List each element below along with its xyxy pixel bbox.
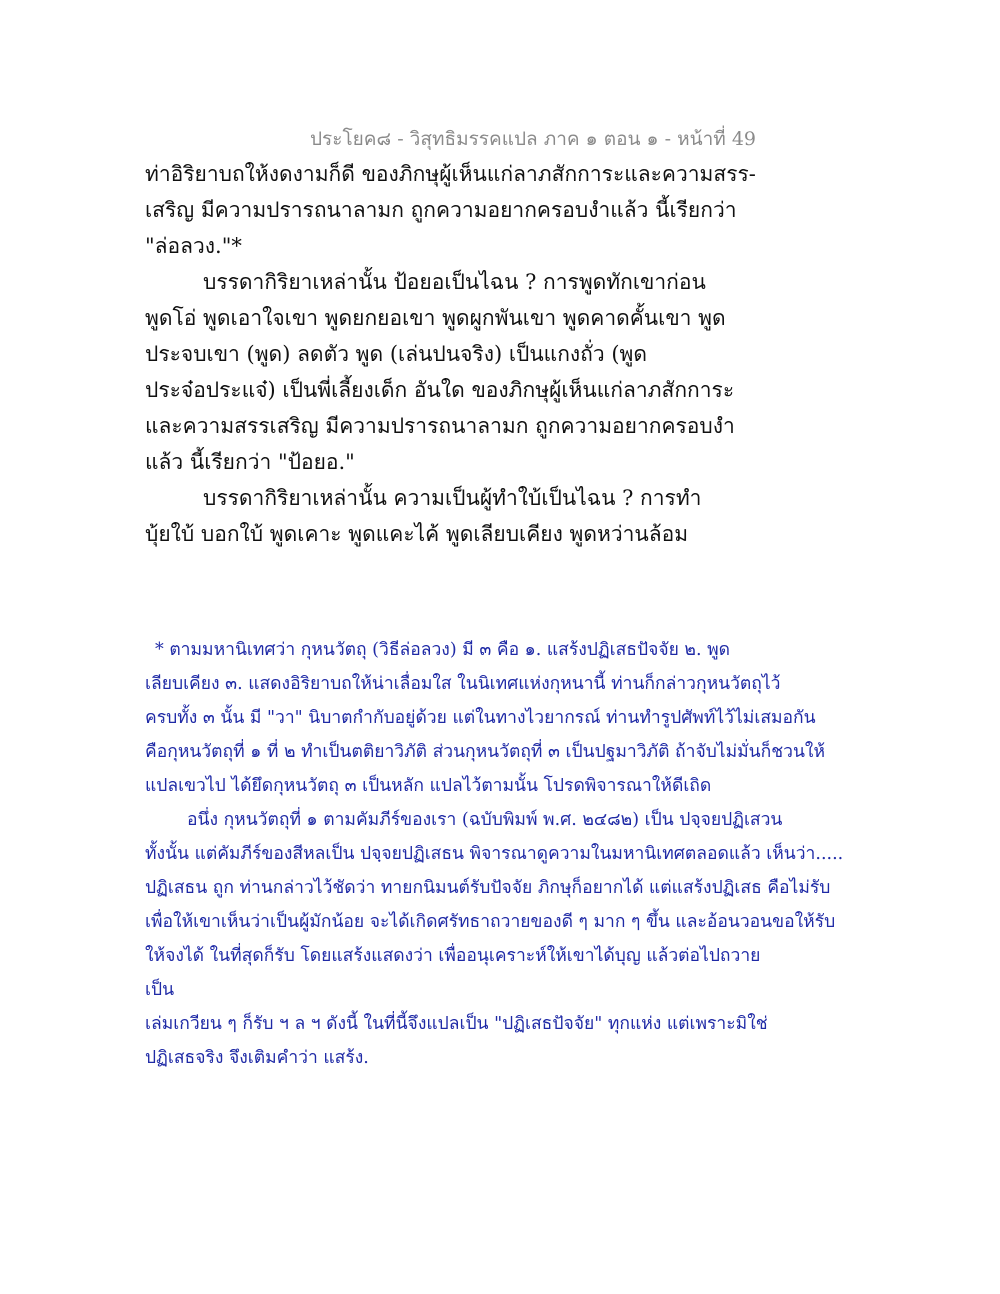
body-line: พูดโอ่ พูดเอาใจเขา พูดยกยอเขา พูดผูกพันเขา พูดคาดคั้นเขา พูด bbox=[145, 306, 726, 330]
body-line: แล้ว นี้เรียกว่า "ป้อยอ." bbox=[145, 450, 355, 474]
footnote-line: อนึ่ง กุหนวัตถุที่ ๑ ตามคัมภีร์ของเรา (ฉบับพิมพ์ พ.ศ. ๒๔๘๒) เป็น ปจฺจยปฏิเสวน bbox=[187, 810, 783, 830]
footnote-line: ครบทั้ง ๓ นั้น มี "วา" นิบาตกำกับอยู่ด้วย แต่ในทางไวยากรณ์ ท่านทำรูปศัพท์ไว้ไม่เสมอกัน bbox=[145, 708, 816, 728]
body-line: ท่าอิริยาบถให้งดงามก็ดี ของภิกษุผู้เห็นแก่ลาภสักการะและความสรร- bbox=[145, 162, 756, 186]
body-line: ประจ๋อประแจ๋) เป็นพี่เลี้ยงเด็ก อันใด ของภิกษุผู้เห็นแก่ลาภสักการะ bbox=[145, 378, 735, 402]
footnote-line: ให้จงได้ ในที่สุดก็รับ โดยแสร้งแสดงว่า เพื่ออนุเคราะห์ให้เขาได้บุญ แล้วต่อไปถวาย bbox=[145, 946, 761, 966]
body-line: และความสรรเสริญ มีความปรารถนาลามก ถูกความอยากครอบงำ bbox=[145, 414, 735, 438]
footnote-line: แปลเขวไป ได้ยึดกุหนวัตถุ ๓ เป็นหลัก แปลไว้ตามนั้น โปรดพิจารณาให้ดีเถิด bbox=[145, 776, 712, 796]
footnote-line: เพื่อให้เขาเห็นว่าเป็นผู้มักน้อย จะได้เกิดศรัทธาถวายของดี ๆ มาก ๆ ขึ้น และอ้อนวอนขอให้รับ bbox=[145, 912, 836, 932]
footnote-line: ปฏิเสธจริง จึงเติมคำว่า แสร้ง. bbox=[145, 1048, 369, 1068]
footnote-line: เลียบเคียง ๓. แสดงอิริยาบถให้น่าเลื่อมใส ในนิเทศแห่งกุหนานี้ ท่านก็กล่าวกุหนวัตถุไว้ bbox=[145, 674, 781, 694]
footnote-line: * ตามมหานิเทศว่า กุหนวัตถุ (วิธีล่อลวง) มี ๓ คือ ๑. แสร้งปฏิเสธปัจจัย ๒. พูด bbox=[155, 640, 730, 660]
footnote-line: ปฏิเสธน ถูก ท่านกล่าวไว้ชัดว่า ทายกนิมนต์รับปัจจัย ภิกษุก็อยากได้ แต่แสร้งปฏิเสธ คือไม่รับ bbox=[145, 878, 831, 898]
footnote-line: คือกุหนวัตถุที่ ๑ ที่ ๒ ทำเป็นตติยาวิภัติ ส่วนกุหนวัตถุที่ ๓ เป็นปฐมาวิภัติ ถ้าจับไม่มั่นก็ชวนให้ bbox=[145, 742, 825, 762]
body-line: ประจบเขา (พูด) ลดตัว พูด (เล่นปนจริง) เป็นแกงถั่ว (พูด bbox=[145, 342, 648, 366]
body-line: บรรดากิริยาเหล่านั้น ป้อยอเป็นไฉน ? การพูดทักเขาก่อน bbox=[203, 270, 706, 294]
footnote-line: ทั้งนั้น แต่คัมภีร์ของสีหลเป็น ปจฺจยปฏิเสธน พิจารณาดูความในมหานิเทศตลอดแล้ว เห็นว่า..... bbox=[145, 844, 844, 864]
page-header: ประโยค๘ - วิสุทธิมรรคแปล ภาค ๑ ตอน ๑ - หน้าที่ 49 bbox=[310, 128, 756, 150]
body-line: เสริญ มีความปรารถนาลามก ถูกความอยากครอบงำแล้ว นี้เรียกว่า bbox=[145, 198, 737, 222]
footnote-line: เล่มเกวียน ๆ ก็รับ ฯ ล ฯ ดังนี้ ในที่นี้จึงแปลเป็น "ปฏิเสธปัจจัย" ทุกแห่ง แต่เพราะมิใช่ bbox=[145, 1014, 768, 1034]
body-line: บุ้ยใบ้ บอกใบ้ พูดเคาะ พูดแคะไค้ พูดเลียบเคียง พูดหว่านล้อม bbox=[145, 522, 689, 546]
footnote-line: เป็น bbox=[145, 980, 175, 1000]
main-text bbox=[145, 156, 756, 552]
body-line: บรรดากิริยาเหล่านั้น ความเป็นผู้ทำใบ้เป็นไฉน ? การทำ bbox=[203, 486, 702, 510]
body-line: "ล่อลวง."* bbox=[145, 234, 242, 258]
footnote bbox=[145, 633, 865, 1075]
